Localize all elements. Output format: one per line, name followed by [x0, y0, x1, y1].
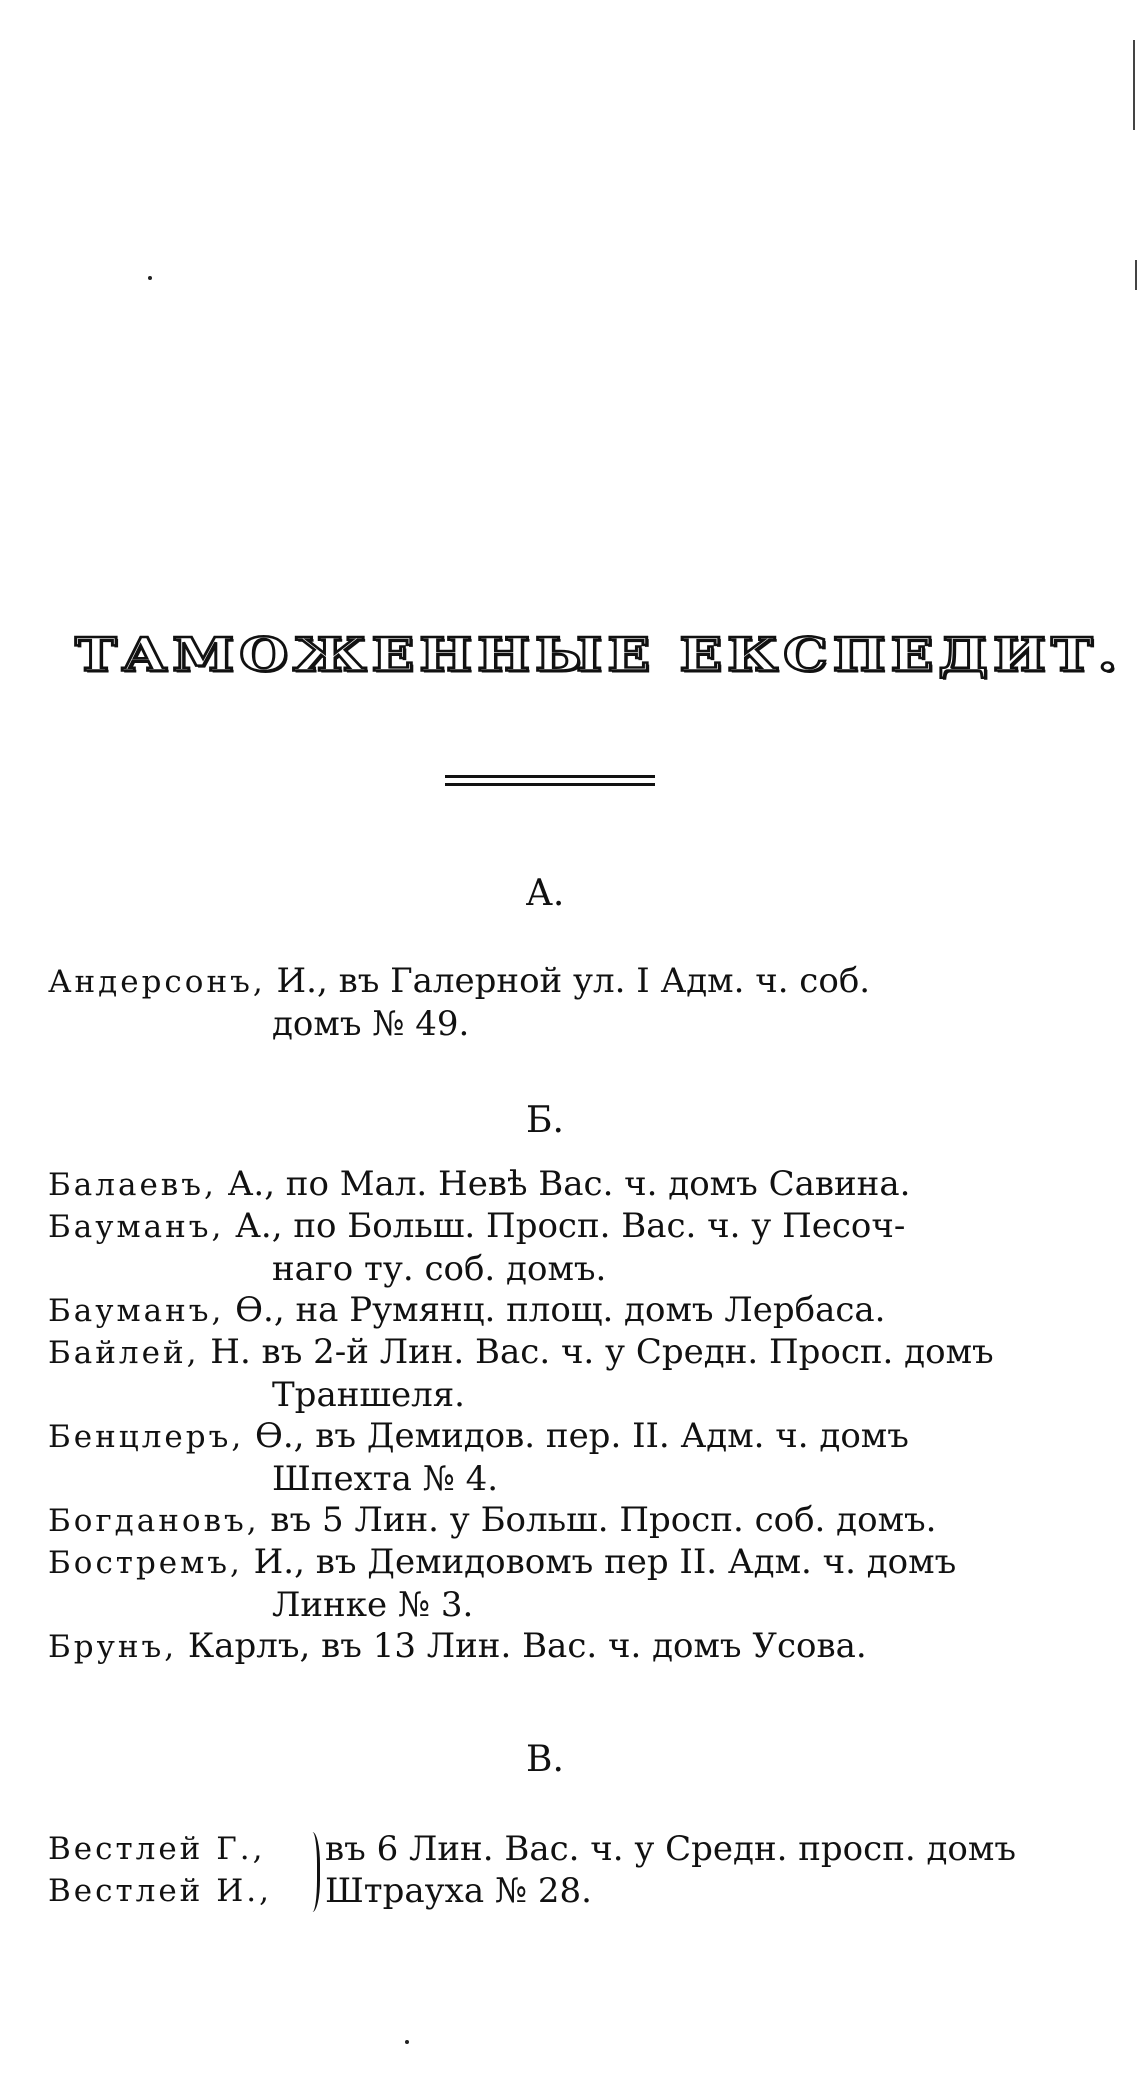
page-edge-mark	[1133, 40, 1135, 130]
list-item	[48, 1163, 1048, 1206]
entry-address: Ѳ., на Румянц. площ. домъ Лербаса.	[224, 1290, 886, 1330]
grouped-names	[48, 1828, 272, 1912]
list-item	[48, 960, 1048, 1045]
entry-name: Вестлей И.,	[48, 1873, 272, 1909]
list-item	[48, 1415, 1048, 1500]
section-letter-a: А.	[525, 873, 565, 914]
entry-continuation: домъ № 49.	[272, 1004, 470, 1044]
section-letter-b: Б.	[526, 1100, 564, 1141]
entry-continuation: Штрауха № 28.	[325, 1871, 592, 1911]
entry-address: И., въ Галерной ул. I Адм. ч. соб.	[265, 961, 871, 1001]
list-item	[48, 1289, 1048, 1332]
brace-bracket	[301, 1832, 320, 1912]
list-item	[48, 1331, 1048, 1416]
entry-name: Бауманъ,	[48, 1293, 225, 1329]
list-item	[48, 1625, 1048, 1668]
entry-continuation: Траншеля.	[272, 1375, 465, 1415]
entry-address: Ѳ., въ Демидов. пер. II. Адм. ч. домъ	[244, 1416, 909, 1456]
entry-address: А., по Больш. Просп. Вас. ч. у Песоч-	[224, 1206, 906, 1246]
list-item	[48, 1499, 1048, 1542]
entry-address: Карлъ, въ 13 Лин. Вас. ч. домъ Усова.	[177, 1626, 867, 1666]
scan-speck	[148, 276, 152, 280]
entry-name: Байлей,	[48, 1335, 200, 1371]
entry-continuation: наго ту. соб. домъ.	[272, 1249, 607, 1289]
entry-continuation: Линке № 3.	[272, 1585, 474, 1625]
list-item	[48, 1205, 1048, 1290]
list-item	[48, 1541, 1048, 1626]
entry-address: И., въ Демидовомъ пер II. Адм. ч. домъ	[242, 1542, 957, 1582]
entry-address: въ 6 Лин. Вас. ч. у Средн. просп. домъ	[325, 1829, 1016, 1869]
entry-name: Андерсонъ,	[48, 964, 266, 1000]
page-title: ТАМОЖЕННЫЕ ЕКСПЕДИТ.	[75, 628, 1123, 683]
section-letter-v: В.	[526, 1739, 564, 1780]
entry-address: А., по Мал. Невѣ Вас. ч. домъ Савина.	[216, 1164, 911, 1204]
entry-address: Н. въ 2-й Лин. Вас. ч. у Средн. Просп. домъ	[199, 1332, 994, 1372]
entry-name: Богдановъ,	[48, 1503, 260, 1539]
entry-address: въ 5 Лин. у Больш. Просп. соб. домъ.	[259, 1500, 937, 1540]
entry-name: Бауманъ,	[48, 1209, 225, 1245]
entry-name: Балаевъ,	[48, 1167, 217, 1203]
entry-continuation: Шпехта № 4.	[272, 1459, 499, 1499]
entry-name: Бенцлеръ,	[48, 1419, 245, 1455]
grouped-address	[325, 1828, 1016, 1912]
entry-name: Вестлей Г.,	[48, 1831, 266, 1867]
title-rule-top	[445, 775, 655, 778]
title-rule-bottom	[445, 783, 655, 786]
entry-name: Бостремъ,	[48, 1545, 243, 1581]
page-edge-mark	[1135, 260, 1137, 290]
scan-speck	[405, 2040, 409, 2044]
entry-name: Брунъ,	[48, 1629, 178, 1665]
